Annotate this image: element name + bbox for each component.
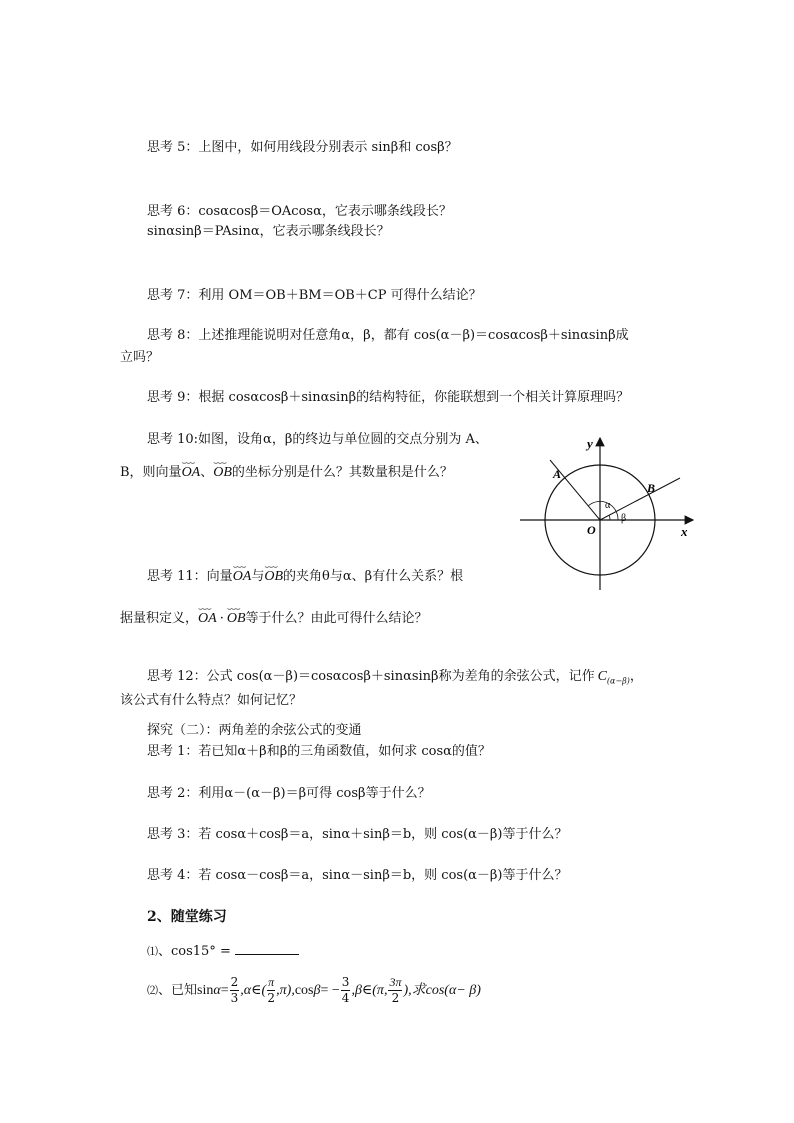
unit-circle-figure xyxy=(515,430,700,598)
fraction-pi-half: $\frac{\pi}{2}$ xyxy=(267,975,275,1005)
think-11-line-1 xyxy=(147,568,463,586)
fraction-three-pi-half: $\frac{3\pi}{2}$ xyxy=(389,975,402,1005)
answer-blank[interactable] xyxy=(235,942,299,955)
alpha-symbol: α xyxy=(213,983,221,998)
alpha-interval-start: ,α∈( xyxy=(240,983,267,998)
think-8-line-1: 思考 8：上述推理能说明对任意角α，β，都有 cos(α－β)＝cosαcosβ＋sinαsinβ成 xyxy=(147,328,629,343)
think-10-suffix: 的坐标分别是什么？其数量积是什么？ xyxy=(231,465,453,480)
dot-operator: · xyxy=(219,611,224,626)
y-label: y xyxy=(587,436,593,451)
practice-title: 2、随堂练习 xyxy=(147,909,227,925)
vector-oa: ⌣⌣⌣ OA xyxy=(198,610,217,628)
exercise-1 xyxy=(147,942,299,961)
think-11b-suffix: 等于什么？由此可得什么结论？ xyxy=(245,611,428,626)
alpha-angle-label: α xyxy=(605,500,611,511)
vector-ob: ⌣⌣⌣ OB xyxy=(264,568,283,586)
think-10-prefix: B，则向量 xyxy=(120,465,182,480)
question-2: 思考 2：利用α－(α－β)＝β可得 cosβ等于什么？ xyxy=(147,786,431,801)
beta-angle-label: β xyxy=(621,513,627,524)
fraction-two-thirds: $\frac{2}{3}$ xyxy=(230,975,239,1005)
think-11-prefix: 思考 11：向量 xyxy=(147,569,233,584)
think-12-text: 思考 12：公式 cos(α－β)＝cosαcosβ＋sinαsinβ称为差角的余弦公式，记作 xyxy=(147,669,595,684)
c-symbol: C xyxy=(597,669,607,684)
explore-2-heading: 探究（二）：两角差的余弦公式的变通 xyxy=(147,723,362,738)
vector-ob: ⌣⌣⌣ OB xyxy=(227,610,246,628)
think-11-line-2 xyxy=(120,610,428,628)
equals: = xyxy=(220,983,229,998)
x-label: x xyxy=(681,524,688,539)
vector-oa: ⌣⌣⌣ OA xyxy=(182,464,201,482)
separator: 、 xyxy=(200,465,214,480)
think-11-suffix: 的夹角θ与α、β有什么关系？根 xyxy=(283,569,464,584)
beta-interval-end: ),求 xyxy=(403,983,426,998)
equals-minus: = − xyxy=(320,983,340,998)
think-6-line-2: sinαsinβ＝PAsinα，它表示哪条线段长？ xyxy=(147,224,390,239)
alpha-interval-end: ,π), xyxy=(276,983,295,998)
think-11b-prefix: 据量积定义， xyxy=(120,611,199,626)
think-10-line-1: 思考 10:如图，设角α，β的终边与单位圆的交点分别为 A、 xyxy=(147,432,488,447)
beta-arc xyxy=(609,515,610,520)
question-4: 思考 4：若 cosα－cosβ＝a，sinα－sinβ＝b，则 cos(α－β)等于什么？ xyxy=(147,868,568,883)
point-b-label: B xyxy=(647,481,656,495)
terminal-side-beta xyxy=(600,478,680,520)
think-12-line-2: 该公式有什么特点？如何记忆？ xyxy=(120,693,303,708)
point-a-label: A xyxy=(553,467,562,481)
origin-label: O xyxy=(587,523,596,537)
cos-function: cos xyxy=(294,983,314,998)
exercise-1-text: 、cos15° = xyxy=(158,944,231,959)
c-subscript: (α−β) xyxy=(606,676,630,686)
think-7: 思考 7：利用 OM＝OB＋BM＝OB＋CP 可得什么结论？ xyxy=(147,288,482,303)
question-3: 思考 3：若 cosα＋cosβ＝a，sinα＋sinβ＝b，则 cos(α－β)等于什么？ xyxy=(147,827,568,842)
exercise-2 xyxy=(147,975,481,1006)
exercise-1-number: ⑴ xyxy=(147,945,158,958)
target-expression: cos(α− β) xyxy=(425,983,481,998)
think-10-line-2 xyxy=(120,464,453,482)
think-8-line-2: 立吗？ xyxy=(120,350,160,365)
think-12-line-1 xyxy=(147,668,643,691)
think-11-connector: 与 xyxy=(251,569,265,584)
think-5: 思考 5：上图中，如何用线段分别表示 sinβ和 cosβ？ xyxy=(147,140,458,155)
think-6-line-1: 思考 6：cosαcosβ＝OAcosα，它表示哪条线段长？ xyxy=(147,204,452,219)
comma: ， xyxy=(629,669,643,684)
exercise-2-prefix: 、已知 xyxy=(158,983,198,998)
beta-interval-start: ,β∈(π, xyxy=(351,983,388,998)
exercise-2-number: ⑵ xyxy=(147,984,158,997)
question-1: 思考 1：若已知α＋β和β的三角函数值，如何求 cosα的值？ xyxy=(147,744,491,759)
fraction-three-quarters: $\frac{3}{4}$ xyxy=(341,975,350,1005)
beta-symbol: β xyxy=(313,983,321,998)
vector-oa: ⌣⌣⌣ OA xyxy=(233,568,252,586)
think-9: 思考 9：根据 cosαcosβ＋sinαsinβ的结构特征，你能联想到一个相关计算原理吗？ xyxy=(147,390,630,405)
sin-function: sin xyxy=(197,983,214,998)
vector-ob: ⌣⌣⌣ OB xyxy=(213,464,232,482)
